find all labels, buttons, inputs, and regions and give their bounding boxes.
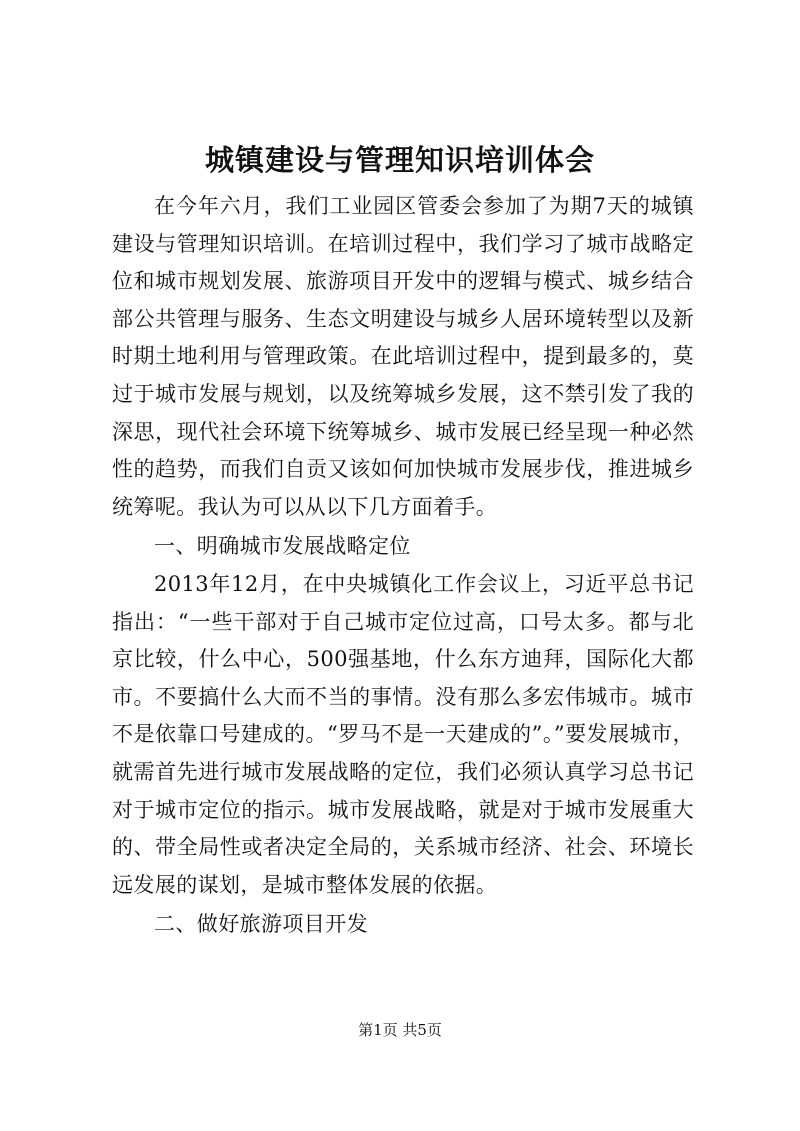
page-number-footer: 第1页 共5页	[358, 1021, 442, 1039]
paragraph-intro: 在今年六月，我们工业园区管委会参加了为期7天的城镇建设与管理知识培训。在培训过程中，我们学习了城市战略定位和城市规划发展、旅游项目开发中的逻辑与模式、城乡结合部公共管理与服务、生态文明建设与城乡人居环境转型以及新时期土地利用与管理政策。在此培训过程中，提到最多的，莫过于城市发展与规划，以及统筹城乡发展，这不禁引发了我的深思，现代社会环境下统筹城乡、城市发展已经呈现一种必然性的趋势，而我们自贡又该如何加快城市发展步伐，推进城乡统筹呢。我认为可以从以下几方面着手。	[112, 194, 694, 519]
section-heading-1: 一、明确城市发展战略定位	[154, 534, 411, 559]
paragraph-section-1: 2013年12月，在中央城镇化工作会议上，习近平总书记指出：“一些干部对于自己城市定位过高，口号太多。都与北京比较，什么中心，500强基地，什么东方迪拜，国际化大都市。不要搞什么大而不当的事情。没有那么多宏伟城市。城市不是依靠口号建成的。“罗马不是一天建成的”。”要发展城市，就需首先进行城市发展战略的定位，我们必须认真学习总书记对于城市定位的指示。城市发展战略，就是对于城市发展重大的、带全局性或者决定全局的，关系城市经济、社会、环境长远发展的谋划，是城市整体发展的依据。	[112, 571, 694, 897]
document-title: 城镇建设与管理知识培训体会	[204, 143, 595, 177]
section-heading-2: 二、做好旅游项目开发	[154, 912, 368, 937]
document-body	[112, 188, 694, 944]
